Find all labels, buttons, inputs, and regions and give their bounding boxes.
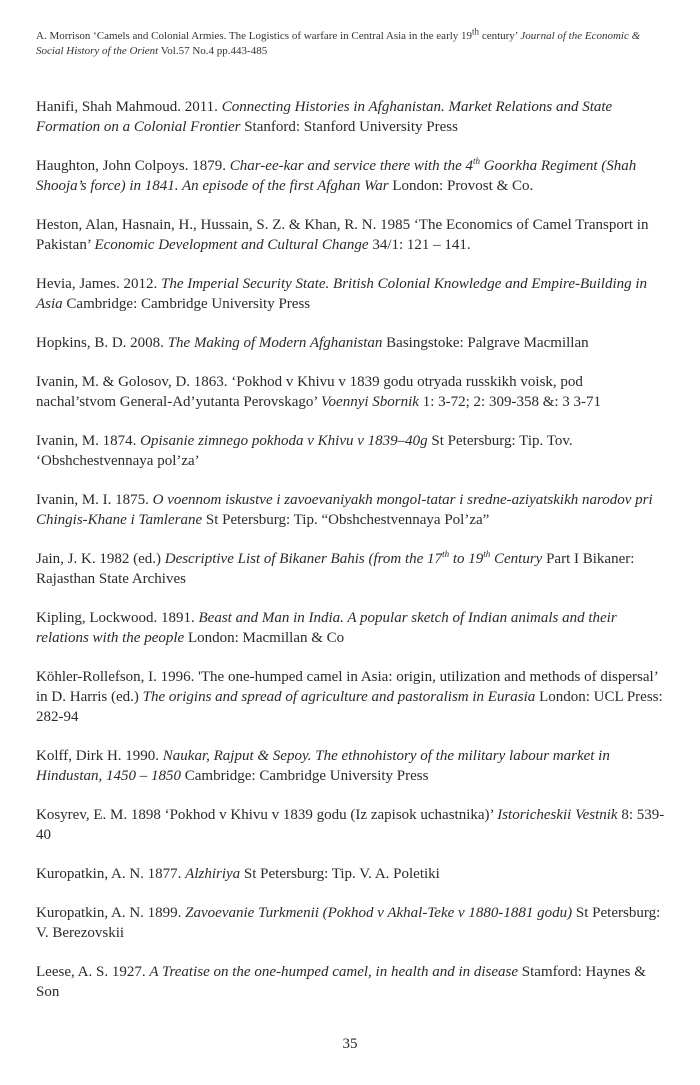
reference-entry <box>36 864 666 884</box>
ref-authors: Ivanin, M. I. 1875. <box>36 492 153 508</box>
ref-title: Opisanie zimnego pokhoda v Khivu v 1839–40g <box>140 433 428 449</box>
ref-title: A Treatise on the one-humped camel, in health and in disease <box>149 964 519 980</box>
ref-authors: Hevia, James. 2012. <box>36 276 161 292</box>
ref-publisher: Basingstoke: Palgrave Macmillan <box>382 335 589 351</box>
reference-entry <box>36 97 666 137</box>
running-header <box>36 26 666 59</box>
ref-publisher: Stamford: Haynes & Son <box>36 964 646 1000</box>
ref-publisher: 34/1: 121 – 141. <box>368 237 471 253</box>
reference-entry <box>36 667 666 727</box>
header-text: A. Morrison ‘Camels and Colonial Armies. The Logistics of warfare in Central Asia in the early 19 <box>36 30 473 42</box>
reference-entry <box>36 490 666 530</box>
ref-title: Istoricheskii Vestnik <box>497 807 618 823</box>
ref-title: Char-ee-kar and service there with the 4th Goorkha Regiment (Shah Shooja’s force) in 1841. An episode of the first Afghan War <box>36 156 637 194</box>
ref-authors: Kipling, Lockwood. 1891. <box>36 610 199 626</box>
header-journal: Journal of the Economic & Social History of the Orient <box>36 30 641 57</box>
ref-authors: Leese, A. S. 1927. <box>36 964 150 980</box>
ref-publisher: Part I Bikaner: Rajasthan State Archives <box>36 551 635 587</box>
ref-title: Naukar, Rajput & Sepoy. The ethnohistory of the military labour market in Hindustan, 1450 – 1850 <box>36 748 610 784</box>
ref-title: Voennyi Sbornik <box>321 394 419 410</box>
ref-title: Zavoevanie Turkmenii (Pokhod v Akhal-Teke v 1880-1881 godu) <box>185 905 573 921</box>
ref-title: Alzhiriya <box>185 866 241 882</box>
ref-authors: Hopkins, B. D. 2008. <box>36 335 168 351</box>
reference-entry <box>36 608 666 648</box>
ref-title: O voennom iskustve i zavoevaniyakh mongol-tatar i sredne-aziyatskikh narodov pri Chingis-Khane i Tamlerane <box>36 492 653 528</box>
ref-title: The origins and spread of agriculture and pastoralism in Eurasia <box>142 689 536 705</box>
ref-publisher: St Petersburg: Tip. Tov. ‘Obshchestvennaya pol’za’ <box>36 433 573 469</box>
ref-authors: Kuropatkin, A. N. 1877. <box>36 866 186 882</box>
header-sup: th <box>472 26 480 37</box>
reference-entry <box>36 372 666 412</box>
reference-entry <box>36 156 666 196</box>
reference-entry <box>36 431 666 471</box>
ref-authors: Hanifi, Shah Mahmoud. 2011. <box>36 99 222 115</box>
ref-authors: Jain, J. K. 1982 (ed.) <box>36 551 165 567</box>
ref-title-sup: th <box>442 549 450 559</box>
reference-entry <box>36 549 666 589</box>
ref-title: The Making of Modern Afghanistan <box>167 335 383 351</box>
reference-entry <box>36 333 666 353</box>
ref-title: Beast and Man in India. A popular sketch of Indian animals and their relations with the people <box>36 610 617 646</box>
ref-title: Connecting Histories in Afghanistan. Market Relations and State Formation on a Colonial Frontier <box>36 99 613 135</box>
reference-entry <box>36 746 666 786</box>
ref-title-sup: th <box>473 156 481 166</box>
reference-list <box>36 97 666 1021</box>
ref-title: The Imperial Security State. British Colonial Knowledge and Empire-Building in Asia <box>36 276 648 312</box>
ref-publisher: 1: 3-72; 2: 309-358 &: 3 3-71 <box>418 394 602 410</box>
page-number: 35 <box>342 1036 358 1052</box>
ref-authors: Kuropatkin, A. N. 1899. <box>36 905 186 921</box>
ref-publisher: St Petersburg: Tip. V. A. Poletiki <box>240 866 440 882</box>
ref-publisher: St Petersburg: Tip. “Obshchestvennaya Pol’za” <box>202 512 490 528</box>
reference-entry <box>36 903 666 943</box>
reference-entry <box>36 962 666 1002</box>
ref-publisher: London: UCL Press: 282-94 <box>36 689 663 725</box>
header-volume: Vol.57 No.4 pp.443-485 <box>158 45 268 57</box>
ref-publisher: London: Macmillan & Co <box>184 630 345 646</box>
ref-authors: Kolff, Dirk H. 1990. <box>36 748 163 764</box>
ref-title-sup: th <box>483 549 491 559</box>
ref-authors: Haughton, John Colpoys. 1879. <box>36 158 230 174</box>
ref-publisher: St Petersburg: V. Berezovskii <box>36 905 661 941</box>
ref-publisher: Cambridge: Cambridge University Press <box>62 296 311 312</box>
ref-title: Descriptive List of Bikaner Bahis (from the 17th to 19th Century <box>164 549 543 567</box>
reference-entry <box>36 274 666 314</box>
ref-publisher: 8: 539-40 <box>36 807 665 843</box>
ref-authors: Ivanin, M. & Golosov, D. 1863. ‘Pokhod v Khivu v 1839 godu otryada russkikh voisk, pod nachal’stvom General-Ad’yutanta Perovskago’ <box>36 374 583 410</box>
ref-authors: Ivanin, M. 1874. <box>36 433 141 449</box>
ref-publisher: Stanford: Stanford University Press <box>240 119 458 135</box>
reference-entry <box>36 215 666 255</box>
ref-authors: Köhler-Rollefson, I. 1996. 'The one-humped camel in Asia: origin, utilization and methods of dispersal’ in D. Harris (ed.) <box>36 669 658 705</box>
ref-authors: Kosyrev, E. M. 1898 ‘Pokhod v Khivu v 1839 godu (Iz zapisok uchastnika)’ <box>36 807 498 823</box>
header-text-2: century’ <box>479 30 521 42</box>
reference-entry <box>36 805 666 845</box>
ref-title: Economic Development and Cultural Change <box>94 237 369 253</box>
ref-publisher: Cambridge: Cambridge University Press <box>181 768 429 784</box>
ref-authors: Heston, Alan, Hasnain, H., Hussain, S. Z. & Khan, R. N. 1985 ‘The Economics of Camel Transport in Pakistan’ <box>36 217 649 253</box>
ref-publisher: London: Provost & Co. <box>388 178 534 194</box>
